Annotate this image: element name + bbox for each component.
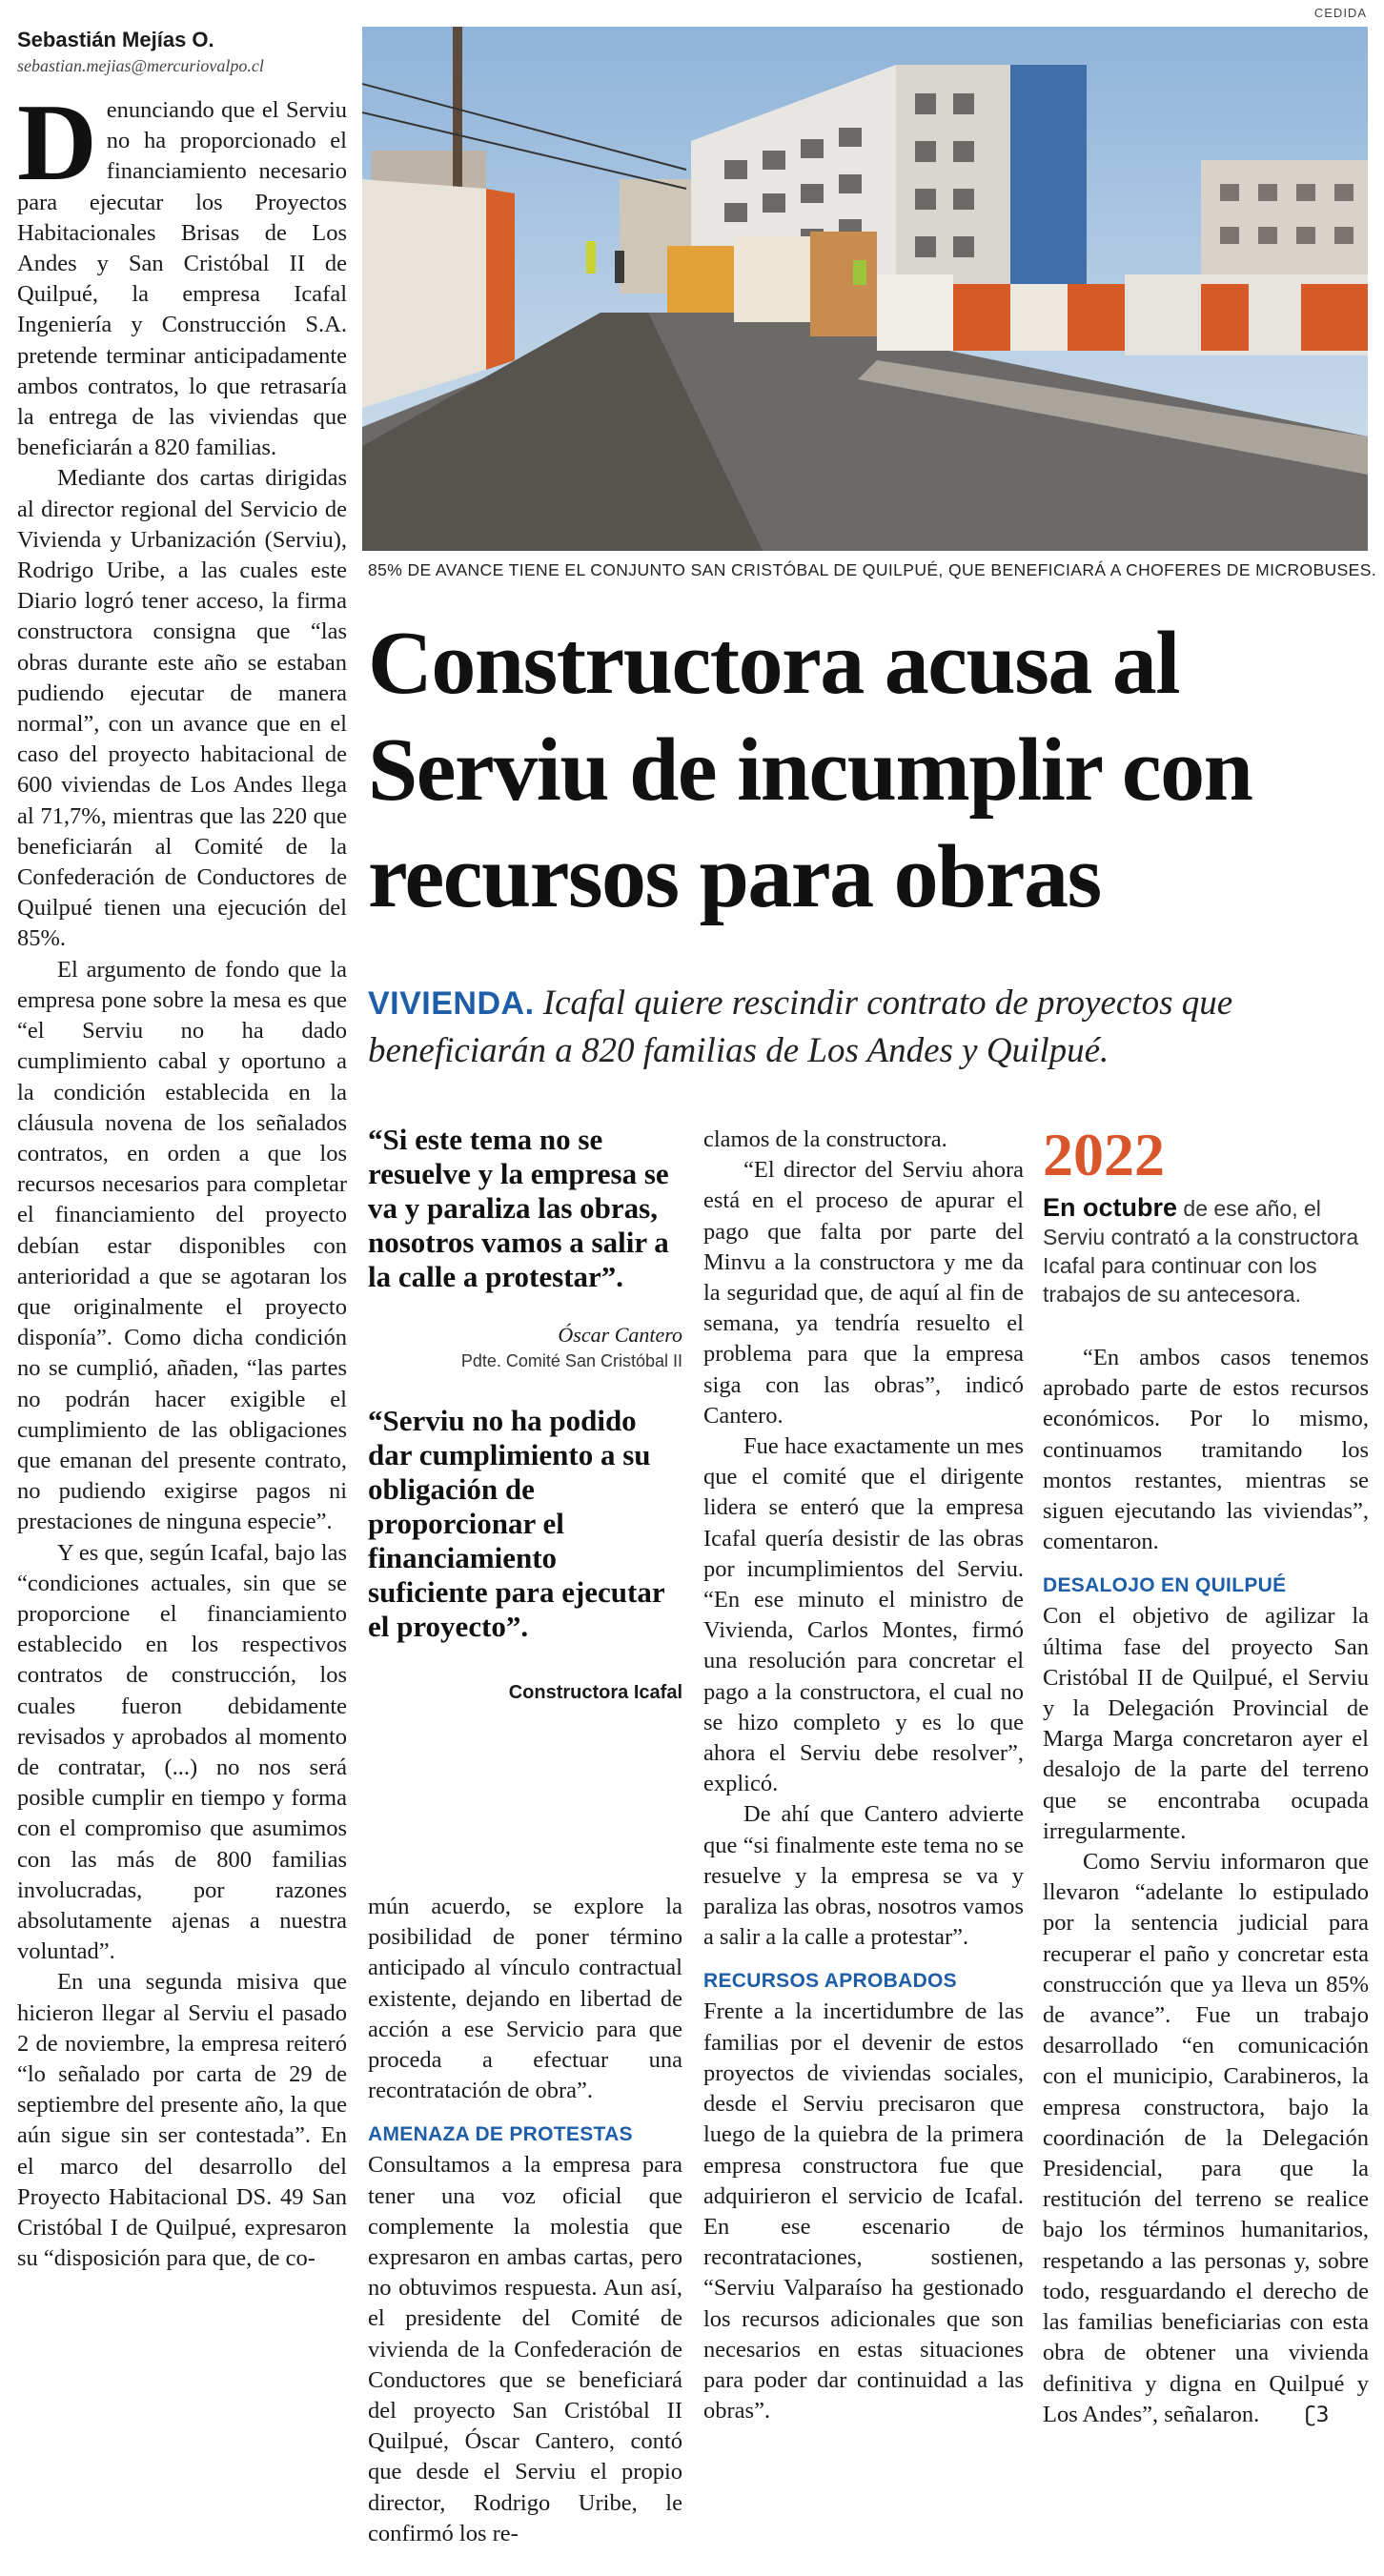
subhead: AMENAZA DE PROTESTAS — [368, 2123, 633, 2146]
article-column-4 — [1043, 1123, 1369, 2431]
subhead: DESALOJO EN QUILPUÉ — [1043, 1574, 1287, 1597]
article-column-1 — [17, 27, 347, 2274]
body-paragraph: Fue hace exactamente un mes que el comité que el dirigente lidera se enteró que la empresa Icafal quería desistir de las obras por incumplimientos del Serviu. “En ese minuto el ministro de Vivienda, Carlos Montes, firmó una resolución para concretar el pago a la constructora, el cual no se hizo completo y es lo que ahora el Serviu debe resolver”, explicó. — [703, 1433, 1024, 1797]
photo-credit: CEDIDA — [1313, 6, 1367, 20]
body-paragraph: Mediante dos cartas dirigidas al director regional del Servicio de Vivienda y Urbanización (Serviu), Rodrigo Uribe, a las cuales este Diario logró tener acceso, la firma constructora consigna que “las obras durante este año se estaban pudiendo ejecutar de manera normal”, con un avance que en el caso del proyecto habitacional de 600 viviendas de Los Andes llega al 71,7%, mientras que las 220 que beneficiarán al Comité de la Confederación de Conductores de Quilpué tienen una ejecución del 85%. — [17, 465, 347, 952]
article-photo — [362, 27, 1368, 551]
factbox-text: de ese año, el Serviu contrató a la constructora Icafal para continuar con los trabajos de su antecesora. — [1043, 1196, 1359, 1307]
quote-author-role: Pdte. Comité San Cristóbal II — [460, 1351, 682, 1370]
factbox-lead: En octubre — [1043, 1193, 1178, 1222]
drop-cap: D — [17, 82, 97, 204]
article-column-3 — [703, 1125, 1024, 2426]
article-column-2 — [368, 1123, 682, 1704]
construction-site-image — [362, 27, 1368, 551]
quote-author: Óscar Cantero — [558, 1323, 682, 1347]
deck-text: Icafal quiere rescindir contrato de proyectos que beneficiarán a 820 familias de Los Andes y Quilpué. — [368, 984, 1233, 1070]
body-paragraph: Como Serviu informaron que llevaron “adelante lo estipulado por la sentencia judicial para recuperar el paño y concretar esta construcción que ya lleva un 85% de avance”. Fue un trabajo desarrollado “en comunicación con el municipio, Carabineros, la empresa constructora, bajo la coordinación de la Delegación Presidencial, para que la restitución del terreno se realice bajo los términos humanitarios, respetando a las personas y, sobre todo, resguardando el derecho de las familias beneficiarias con esta obra de obtener una vivienda definitiva y digna en Quilpué y Los Andes”, señalaron. ʗ3 — [1043, 1847, 1369, 2431]
body-paragraph: mún acuerdo, se explore la posibilidad de poner término anticipado al vínculo contractual existente, dejando en libertad de acción a ese Servicio para que proceda a efectuar una recontratación de obra”. — [368, 1894, 682, 2104]
body-paragraph: clamos de la constructora. — [703, 1126, 947, 1152]
factbox-year: 2022 — [1043, 1121, 1165, 1188]
body-paragraph: En una segunda misiva que hicieron llegar al Serviu el pasado 2 de noviembre, la empresa reiteró “lo señalado por carta de 29 de septiembre del presente año, la que aún sigue sin ser contestada”. En el marco del desarrollo del Proyecto Habitacional DS. 49 San Cristóbal I de Quilpué, expresaron su “disposición para que, de co- — [17, 1969, 347, 2272]
body-paragraph: El argumento de fondo que la empresa pone sobre la mesa es que “el Serviu no ha dado cumplimiento cabal y oportuno a la condición establecida en la cláusula novena de los señalados contratos, en orden a que los recursos necesarios para completar el financiamiento del proyecto debían estar disponibles con anterioridad a que se agotaran los que originalmente el proyecto disponía”. Como dicha condición no se cumplió, añaden, “las partes no podrán hacer exigible el cumplimiento de las obligaciones que emanan del presente contrato, no pudiendo exigirse pagos ni prestaciones de ninguna especie”. — [17, 956, 347, 1535]
subhead: RECURSOS APROBADOS — [703, 1970, 957, 1993]
body-paragraph: Consultamos a la empresa para tener una voz oficial que complemente la molestia que expresaron en ambas cartas, pero no obtuvimos respuesta. Aun así, el presidente del Comité de vivienda de la Confederación de Conductores que se beneficiará del proyecto San Cristóbal II Quilpué, Óscar Cantero, contó que desde el Serviu el propio director, Rodrigo Uribe, le confirmó los re- — [368, 2152, 682, 2546]
body-paragraph: “En ambos casos tenemos aprobado parte de estos recursos económicos. Por lo mismo, continuamos tramitando los montos restantes, mientras se siguen ejecutando las viviendas”, comentaron. — [1043, 1345, 1369, 1555]
photo-caption: 85% DE AVANCE TIENE EL CONJUNTO SAN CRISTÓBAL DE QUILPUÉ, QUE BENEFICIARÁ A CHOFERES DE MICROBUSES. — [368, 560, 1377, 579]
pull-quote: “Si este tema no se resuelve y la empresa se va y paraliza las obras, nosotros vamos a salir a la calle a protestar”. — [368, 1123, 669, 1293]
byline-name: Sebastián Mejías O. — [17, 28, 214, 51]
body-paragraph: “El director del Serviu ahora está en el proceso de apurar el pago que falta por parte del Minvu a la constructora y me da la seguridad que, de aquí al fin de semana, ya tendría resuelto el problema para que la empresa siga con las obras”, indicó Cantero. — [703, 1157, 1024, 1429]
lead-paragraph: Denunciando que el Serviu no ha proporcionado el financiamiento necesario para ejecutar los Proyectos Habitacionales Brisas de Los Andes y San Cristóbal II de Quilpué, la empresa Icafal Ingeniería y Construcción S.A. pretende terminar anticipadamente ambos contratos, lo que retrasaría la entrega de las viviendas que beneficiarán a 820 familias. — [17, 82, 347, 461]
end-mark-icon: ʗ3 — [1305, 2403, 1330, 2427]
headline: Constructora acusa al Serviu de incumplir con recursos para obras — [368, 614, 1252, 926]
body-paragraph: De ahí que Cantero advierte que “si finalmente este tema no se resuelve y la empresa se va y paraliza las obras, nosotros vamos a salir a la calle a protestar”. — [703, 1801, 1024, 1951]
factbox — [1043, 1193, 1369, 1308]
byline-email[interactable]: sebastian.mejias@mercuriovalpo.cl — [17, 56, 264, 75]
body-paragraph: Con el objetivo de agilizar la última fase del proyecto San Cristóbal II de Quilpué, el Serviu y la Delegación Provincial de Marga Marga concretaron ayer el desalojo de la parte del terreno que se encontraba ocupada irregularmente. — [1043, 1603, 1369, 1844]
body-paragraph: Frente a la incertidumbre de las familias por el devenir de estos proyectos de viviendas sociales, desde el Serviu precisaron que luego de la quiebra de la primera empresa constructora fue que adquirieron el servicio de Icafal. En ese escenario de recontrataciones, sostienen, “Serviu Valparaíso ha gestionado los recursos adicionales que son necesarios en estas situaciones para poder dar continuidad a las obras”. — [703, 1998, 1024, 2424]
deck — [368, 980, 1369, 1075]
quote-author: Constructora Icafal — [508, 1682, 682, 1703]
deck-kicker: VIVIENDA. — [368, 985, 535, 1022]
pull-quote: “Serviu no ha podido dar cumplimiento a su obligación de proporcionar el financiamiento suficiente para ejecutar el proyecto”. — [368, 1404, 665, 1643]
article-column-2-text — [368, 1892, 682, 2549]
body-paragraph: Y es que, según Icafal, bajo las “condiciones actuales, sin que se proporcione el financiamiento establecido en los respectivos contratos de construcción, los cuales fueron debidamente revisados y aprobados al momento de contratar, (...) no nos será posible cumplir en tiempo y forma con el compromiso que asumimos con las más de 800 familias involucradas, por razones absolutamente ajenas a nuestra voluntad”. — [17, 1539, 347, 1965]
